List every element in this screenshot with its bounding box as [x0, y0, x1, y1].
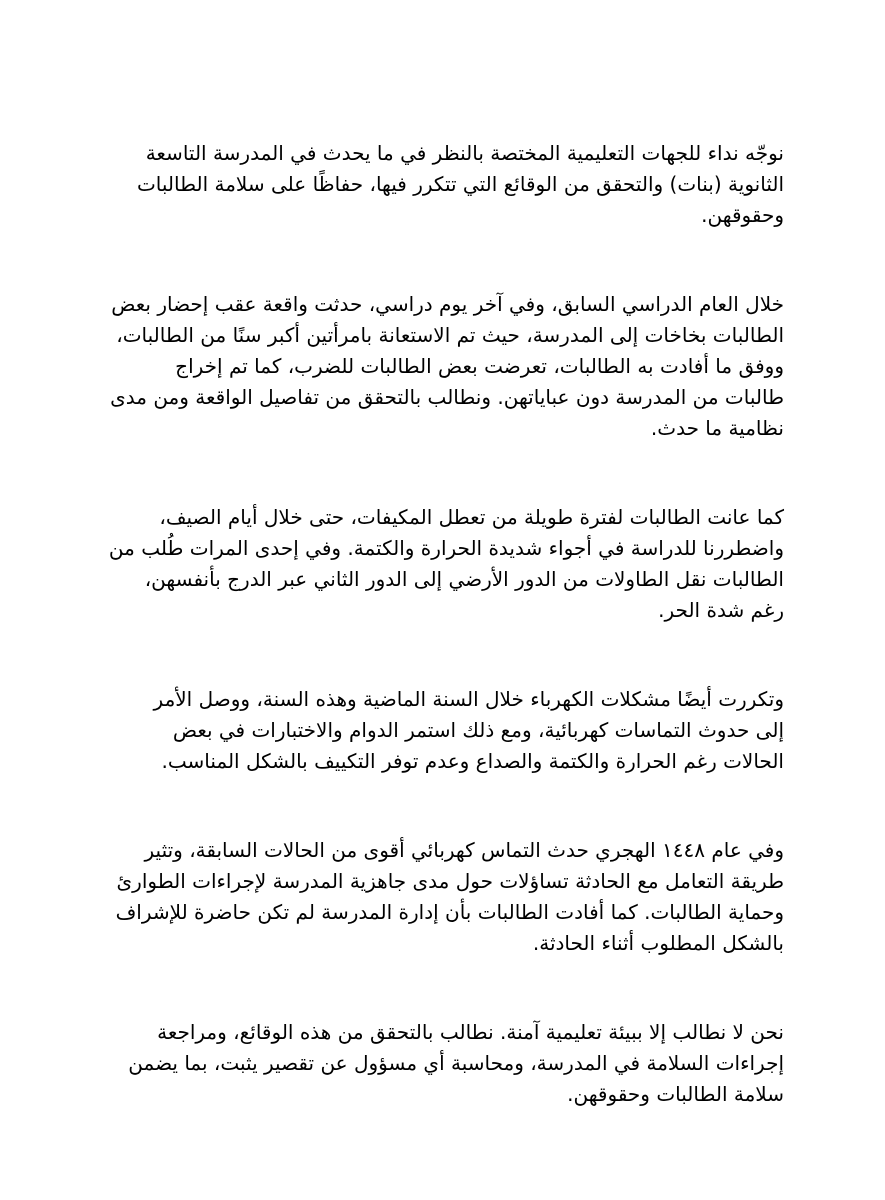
text-line: طريقة التعامل مع الحادثة تساؤلات حول مدى جاهزية المدرسة لإجراءات الطوارئ	[116, 869, 784, 893]
text-line: وحقوقهن.	[701, 203, 784, 227]
text-line: واضطررنا للدراسة في أجواء شديدة الحرارة والكتمة. وفي إحدى المرات طُلب من	[108, 536, 784, 560]
paragraph-appeal	[104, 138, 784, 231]
text-line: وتكررت أيضًا مشكلات الكهرباء خلال السنة الماضية وهذه السنة، ووصل الأمر	[153, 687, 784, 711]
text-line: الثانوية (بنات) والتحقق من الوقائع التي تتكرر فيها، حفاظًا على سلامة الطالبات	[136, 172, 784, 196]
page-bottom-margin	[0, 1190, 885, 1200]
text-line: الطالبات بخاخات إلى المدرسة، حيث تم الاستعانة بامرأتين أكبر سنًا من الطالبات،	[116, 323, 784, 347]
text-line: ووفق ما أفادت به الطالبات، تعرضت بعض الطالبات للضرب، كما تم إخراج	[175, 354, 784, 378]
text-line: وفي عام ١٤٤٨ الهجري حدث التماس كهربائي أقوى من الحالات السابقة، وتثير	[144, 838, 784, 862]
text-line: الحالات رغم الحرارة والكتمة والصداع وعدم توفر التكييف بالشكل المناسب.	[161, 749, 784, 773]
paragraph-incident-last-year	[104, 289, 784, 444]
text-line: طالبات من المدرسة دون عباياتهن. ونطالب بالتحقق من تفاصيل الواقعة ومن مدى	[110, 385, 784, 409]
paragraph-short-circuit-1448	[104, 835, 784, 959]
text-line: خلال العام الدراسي السابق، وفي آخر يوم دراسي، حدثت واقعة عقب إحضار بعض	[111, 292, 784, 316]
text-line: نوجّه نداء للجهات التعليمية المختصة بالنظر في ما يحدث في المدرسة التاسعة	[145, 141, 784, 165]
text-line: نظامية ما حدث.	[650, 416, 784, 440]
text-line: سلامة الطالبات وحقوقهن.	[567, 1082, 784, 1106]
paragraph-air-conditioning	[104, 502, 784, 626]
text-line: الطالبات نقل الطاولات من الدور الأرضي إلى الدور الثاني عبر الدرج بأنفسهن،	[144, 567, 784, 591]
text-line: نحن لا نطالب إلا ببيئة تعليمية آمنة. نطالب بالتحقق من هذه الوقائع، ومراجعة	[157, 1020, 784, 1044]
text-line: وحماية الطالبات. كما أفادت الطالبات بأن إدارة المدرسة لم تكن حاضرة للإشراف	[115, 900, 784, 924]
paragraph-electricity-issues	[104, 684, 784, 777]
text-line: كما عانت الطالبات لفترة طويلة من تعطل المكيفات، حتى خلال أيام الصيف،	[159, 505, 784, 529]
text-line: بالشكل المطلوب أثناء الحادثة.	[532, 931, 784, 955]
text-line: إجراءات السلامة في المدرسة، ومحاسبة أي مسؤول عن تقصير يثبت، بما يضمن	[128, 1051, 784, 1075]
text-line: إلى حدوث التماسات كهربائية، ومع ذلك استمر الدوام والاختبارات في بعض	[172, 718, 784, 742]
document-page	[104, 138, 784, 1110]
paragraph-demands	[104, 1017, 784, 1110]
text-line: رغم شدة الحر.	[658, 598, 784, 622]
